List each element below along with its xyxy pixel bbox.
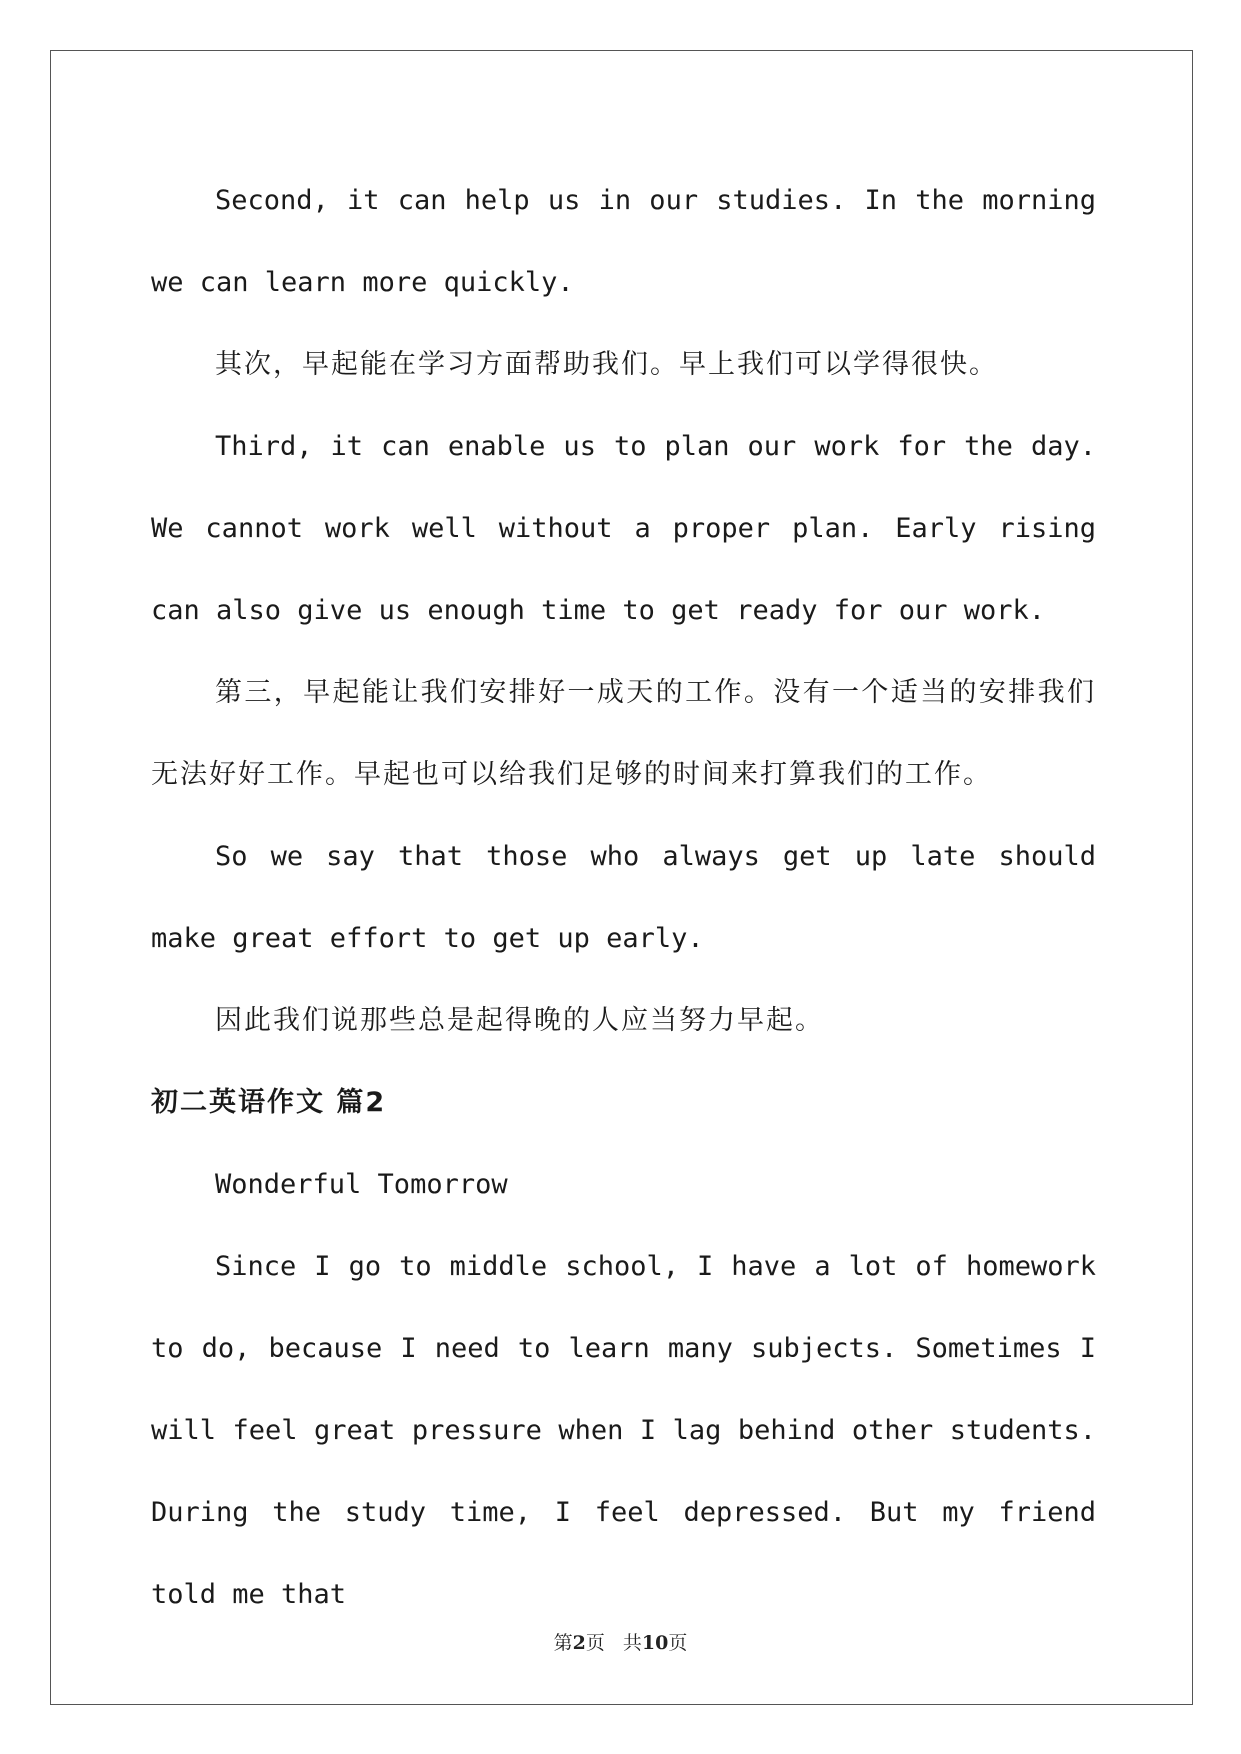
essay-title: Wonderful Tomorrow: [215, 1169, 508, 1200]
section-heading: 初二英语作文 篇2: [151, 1087, 387, 1118]
paragraph-zh-conclusion: 因此我们说那些总是起得晚的人应当努力早起。: [215, 1005, 824, 1036]
total-suffix: 页: [668, 1632, 688, 1654]
page-prefix: 第: [553, 1632, 573, 1654]
paragraph-en-conclusion: So we say that those who always get up late should make great effort to get up early.: [151, 841, 1096, 954]
document-body: [151, 160, 1096, 1636]
page-number: 2: [572, 1632, 586, 1654]
essay-paragraph: Since I go to middle school, I have a lot of homework to do, because I need to learn many subjects. Sometimes I will feel great pressure when I lag behind other students. During the study time, I feel depressed. But my friend told me that: [151, 1251, 1096, 1610]
page-footer: [0, 1628, 1241, 1655]
paragraph-en-third: Third, it can enable us to plan our work for the day. We cannot work well without a proper plan. Early rising can also give us enough time to get ready for our work.: [151, 431, 1096, 626]
paragraph-zh-third: 第三，早起能让我们安排好一成天的工作。没有一个适当的安排我们无法好好工作。早起也可以给我们足够的时间来打算我们的工作。: [151, 677, 1096, 790]
total-prefix: 共: [622, 1632, 642, 1654]
paragraph-zh-second: 其次，早起能在学习方面帮助我们。早上我们可以学得很快。: [215, 349, 998, 380]
total-pages: 10: [641, 1632, 669, 1654]
paragraph-en-second: Second, it can help us in our studies. In the morning we can learn more quickly.: [151, 185, 1096, 298]
page-suffix: 页: [585, 1632, 605, 1654]
